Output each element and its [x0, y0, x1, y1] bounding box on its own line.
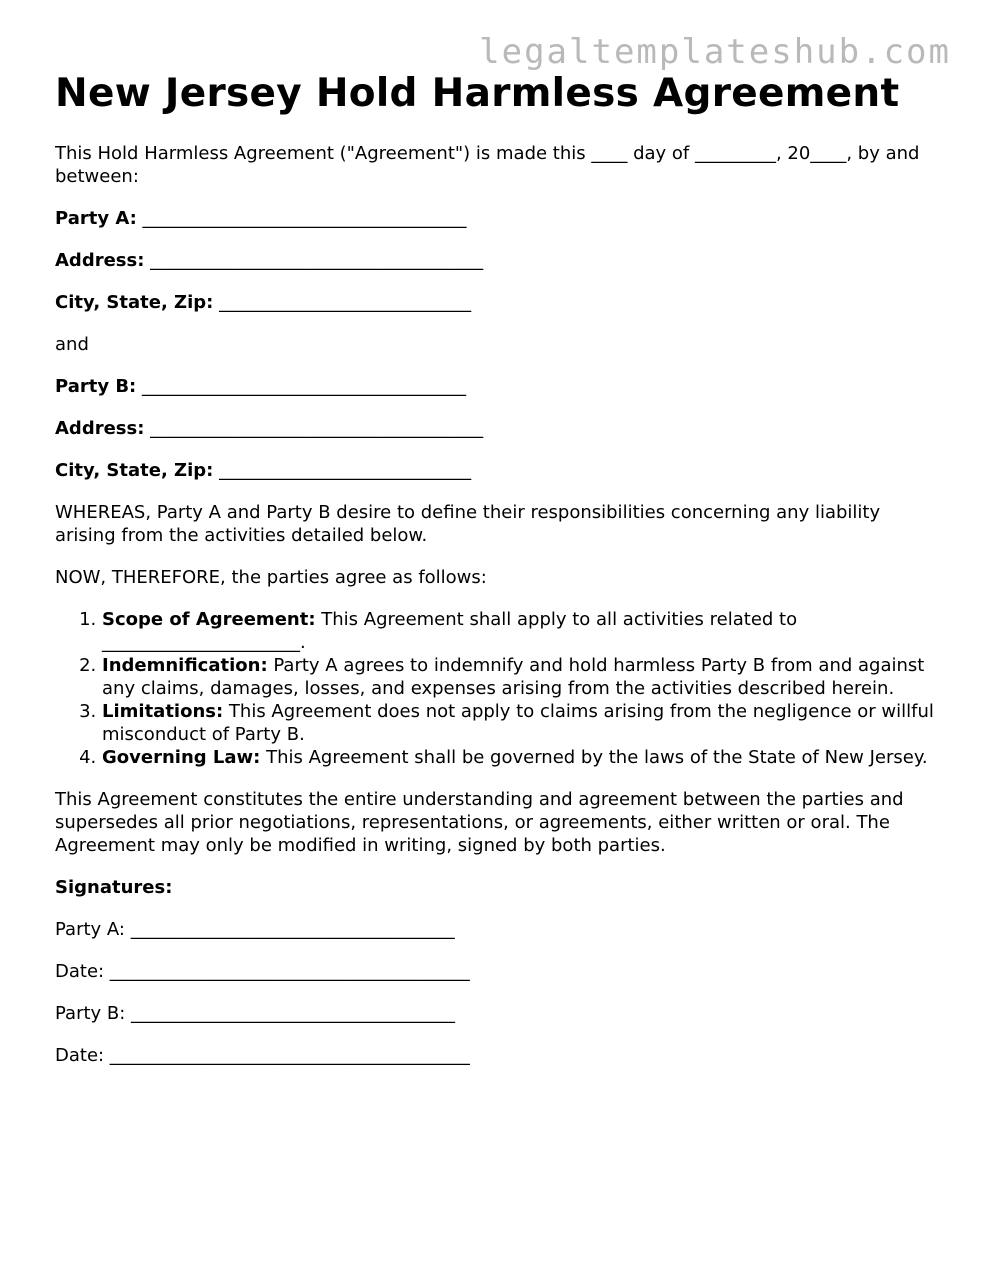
field-label: Address:: [55, 250, 145, 271]
field-label: Address:: [55, 418, 145, 439]
terms-list: [55, 608, 935, 769]
term-item: [102, 700, 935, 746]
party-b-name-field: [55, 375, 935, 398]
term-text: This Agreement shall be governed by the laws of the State of New Jersey.: [266, 747, 928, 768]
signatures-heading-text: Signatures:: [55, 877, 173, 898]
term-heading: Limitations:: [102, 701, 224, 722]
field-blank: ____________________________: [219, 292, 472, 313]
term-item: [102, 746, 935, 769]
term-heading: Governing Law:: [102, 747, 261, 768]
term-text: This Agreement shall apply to all activities related to ______________________.: [102, 609, 798, 653]
party-b-city-field: [55, 459, 935, 482]
field-blank: ____________________________________: [142, 376, 466, 397]
party-b-address-field: [55, 417, 935, 440]
signature-date-a: Date: ________________________________________: [55, 961, 470, 982]
entire-agreement-paragraph: This Agreement constitutes the entire understanding and agreement between the parties and supersedes all prior negotiations, representations, or agreements, either written or oral. The Agreement may only be modified in writing, signed by both parties.: [55, 789, 904, 856]
signature-party-b: Party B: ____________________________________: [55, 1003, 456, 1024]
term-heading: Indemnification:: [102, 655, 268, 676]
intro-paragraph: This Hold Harmless Agreement ("Agreement") is made this ____ day of _________, 20____, by and between:: [55, 143, 920, 187]
field-blank: _____________________________________: [150, 250, 484, 271]
document-body: [55, 142, 935, 1086]
field-label: City, State, Zip:: [55, 292, 214, 313]
now-therefore-paragraph: NOW, THEREFORE, the parties agree as follows:: [55, 567, 487, 588]
document-title: New Jersey Hold Harmless Agreement: [55, 71, 900, 116]
signatures-heading: [55, 876, 935, 899]
term-heading: Scope of Agreement:: [102, 609, 316, 630]
field-blank: ____________________________: [219, 460, 472, 481]
term-text: This Agreement does not apply to claims arising from the negligence or willful misconduct of Party B.: [102, 701, 934, 745]
field-label: Party B:: [55, 376, 137, 397]
term-item: [102, 654, 935, 700]
field-blank: _____________________________________: [150, 418, 484, 439]
and-text: and: [55, 334, 89, 355]
watermark: legaltemplateshub.com: [479, 32, 951, 72]
signature-date-b: Date: ________________________________________: [55, 1045, 470, 1066]
party-a-city-field: [55, 291, 935, 314]
field-label: Party A:: [55, 208, 137, 229]
party-a-address-field: [55, 249, 935, 272]
signature-party-a: Party A: ____________________________________: [55, 919, 455, 940]
field-label: City, State, Zip:: [55, 460, 214, 481]
term-item: [102, 608, 935, 654]
field-blank: ____________________________________: [142, 208, 467, 229]
term-text: Party A agrees to indemnify and hold harmless Party B from and against any claims, damages, losses, and expenses arising from the activities described herein.: [102, 655, 925, 699]
party-a-name-field: [55, 207, 935, 230]
whereas-paragraph: WHEREAS, Party A and Party B desire to define their responsibilities concerning any liability arising from the activities detailed below.: [55, 502, 881, 546]
